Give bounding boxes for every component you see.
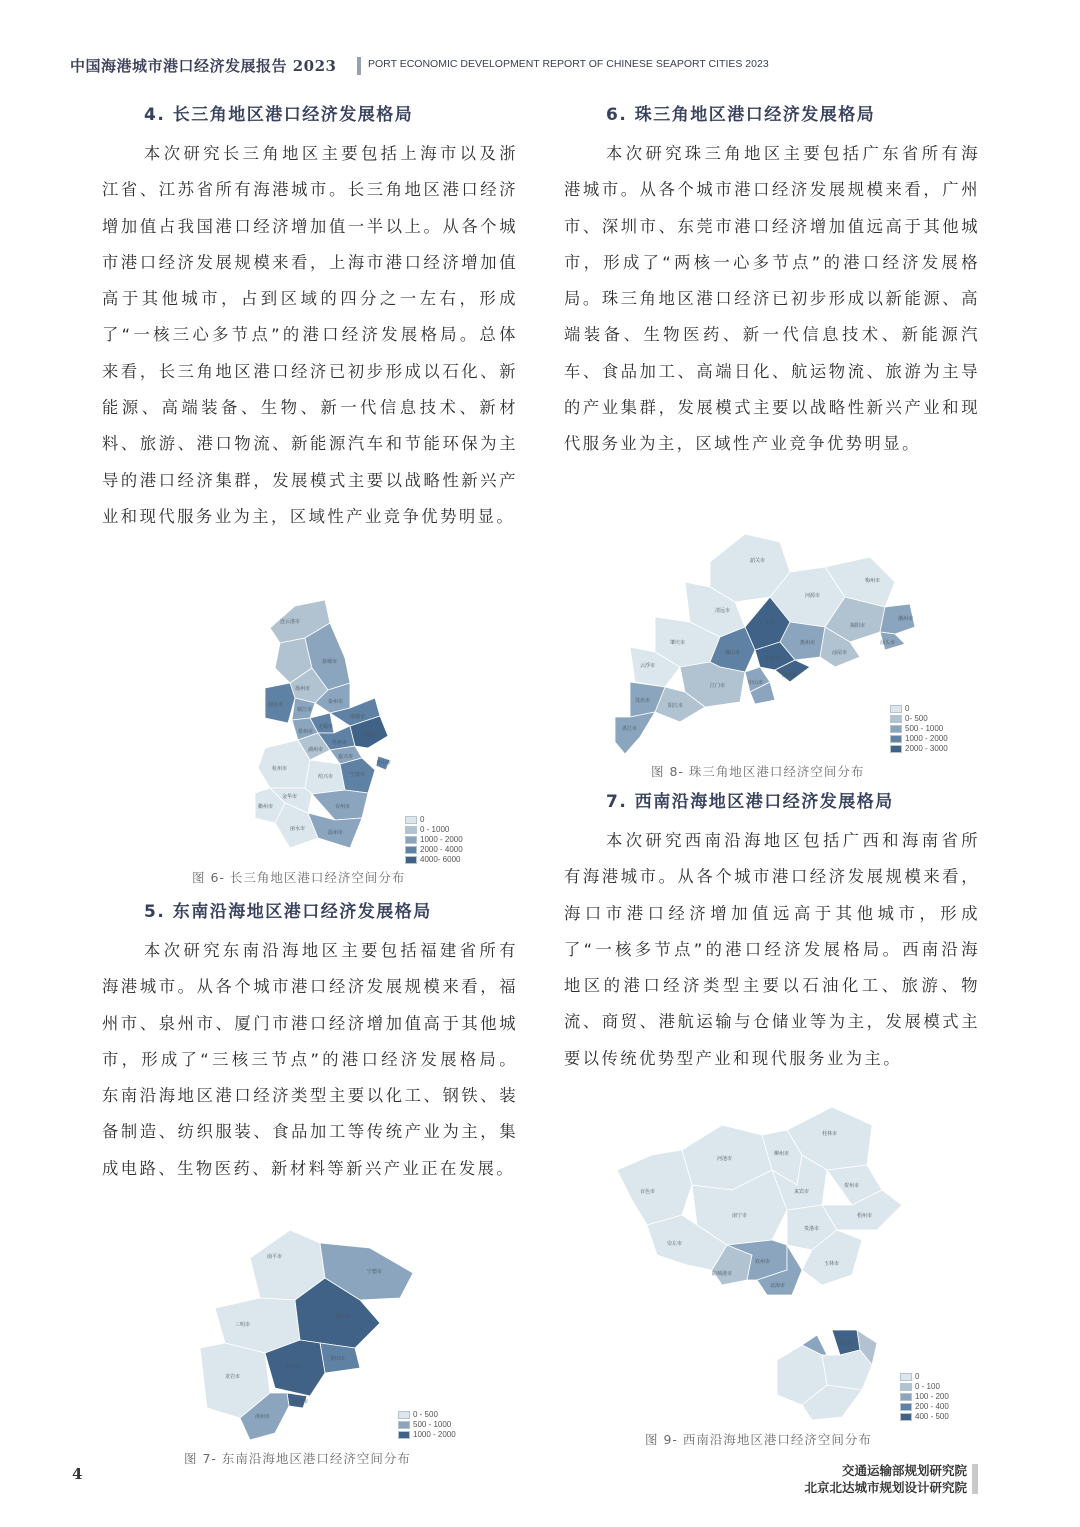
legend-label: 2000 - 4000: [420, 845, 463, 854]
map-label: 百色市: [640, 1189, 656, 1195]
map-label: 金华市: [282, 794, 298, 800]
footer-org-1: 交通运输部规划研究院: [841, 1463, 967, 1478]
section-7-heading: 7. 西南沿海地区港口经济发展格局: [606, 792, 894, 812]
legend-label: 400 - 500: [915, 1412, 949, 1421]
legend-label: 100 - 200: [915, 1392, 949, 1401]
map-label: 南宁市: [732, 1213, 748, 1219]
map-label: 东莞市: [765, 656, 781, 662]
map-label: 丽水市: [290, 826, 306, 832]
footer-divider: [972, 1464, 978, 1494]
caption-fig9: 图 9- 西南沿海地区港口经济空间分布: [645, 1432, 872, 1447]
map-label: 上海市: [360, 732, 376, 738]
map-label: 深圳市: [782, 673, 798, 679]
map-label: 汕尾市: [832, 650, 848, 656]
map-label: 湖州市: [308, 747, 324, 753]
legend-fig7: [398, 1410, 456, 1440]
map-label: 扬州市: [295, 686, 311, 692]
legend-swatch: [900, 1403, 912, 1411]
legend-swatch: [398, 1411, 410, 1419]
legend-label: 2000 - 3000: [905, 744, 948, 753]
map-label: 镇江市: [297, 707, 313, 713]
legend-label: 500 - 1000: [905, 724, 944, 733]
map-label: 防城港市: [712, 1271, 733, 1277]
map-label: 贺州市: [844, 1183, 860, 1189]
section-4: [102, 100, 518, 535]
map-label: 中山市: [748, 680, 764, 686]
legend-swatch: [405, 856, 417, 864]
region-zhanjiang: [615, 712, 655, 754]
legend-swatch: [405, 826, 417, 834]
legend-swatch: [900, 1413, 912, 1421]
section-4-body: 本次研究长三角地区主要包括上海市以及浙江省、江苏省所有海港城市。长三角地区港口经济增加值占我国港口经济增加值一半以上。从各个城市港口经济发展规模来看，上海市港口经济增加值高于其他城市，占到区域的四分之一左右，形成了“一核三心多节点”的港口经济发展格局。总体来看，长三角地区港口经济已初步形成以石化、新能源、高端装备、生物、新一代信息技术、新材料、旅游、港口物流、新能源汽车和节能环保为主导的港口经济集群，发展模式主要以战略性新兴产业和现代服务业为主，区域性产业竞争优势明显。: [102, 144, 518, 526]
map-label: 惠州市: [800, 640, 816, 646]
section-5: [102, 897, 518, 1187]
map-label: 龙岩市: [225, 1374, 241, 1380]
map-label: 北海市: [770, 1283, 786, 1289]
map-label: 泰州市: [328, 699, 344, 705]
header-title-cn: 中国海港城市港口经济发展报告 2023: [70, 57, 337, 75]
map-label: 衢州市: [258, 804, 274, 810]
map-label: 潮州市: [898, 616, 914, 622]
map-label: 嘉兴市: [338, 754, 354, 760]
map-southeast-coast: [195, 1228, 420, 1443]
legend-swatch: [900, 1373, 912, 1381]
section-6: [564, 100, 980, 463]
map-label: 杭州市: [272, 766, 288, 772]
section-6-body: 本次研究珠三角地区主要包括广东省所有海港城市。从各个城市港口经济发展规模来看，广州市、深圳市、东莞市港口经济增加值远高于其他城市，形成了“两核一心多节点”的港口经济发展格局。珠三角地区港口经济已初步形成以新能源、高端装备、生物医药、新一代信息技术、新能源汽车、食品加工、高端日化、航运物流、旅游为主导的产业集群，发展模式主要以战略性新兴产业和现代服务业为主，区域性产业竞争优势明显。: [564, 144, 980, 454]
map-label: 广州市: [760, 620, 776, 626]
map-label: 河源市: [805, 593, 821, 599]
legend-swatch: [398, 1431, 410, 1439]
legend-swatch: [890, 715, 902, 723]
map-label: 宁德市: [367, 1269, 383, 1275]
legend-label: 1000 - 2000: [413, 1430, 456, 1439]
legend-fig6: [405, 815, 463, 865]
header-title-en: PORT ECONOMIC DEVELOPMENT REPORT OF CHINESE SEAPORT CITIES 2023: [368, 58, 769, 70]
map-label: 玉林市: [824, 1261, 840, 1267]
map-label: 绍兴市: [318, 774, 334, 780]
map-label: 肇庆市: [670, 640, 686, 646]
map-label: 舟山市: [376, 760, 392, 766]
map-label: 温州市: [328, 830, 344, 836]
caption-fig6: 图 6- 长三角地区港口经济空间分布: [192, 870, 406, 885]
legend-label: 1000 - 2000: [420, 835, 463, 844]
region-baise: [617, 1150, 692, 1225]
legend-label: 0- 500: [905, 714, 928, 723]
legend-fig9: [900, 1372, 949, 1422]
section-6-heading: 6. 珠三角地区港口经济发展格局: [606, 105, 876, 125]
map-label: 桂林市: [822, 1131, 838, 1137]
map-label: 福州市: [335, 1314, 351, 1320]
map-label: 揭阳市: [850, 623, 866, 629]
footer-orgs: [804, 1462, 967, 1496]
map-label: 韶关市: [750, 558, 766, 564]
legend-swatch: [890, 725, 902, 733]
map-label: 泉州市: [285, 1364, 301, 1370]
legend-label: 500 - 1000: [413, 1420, 452, 1429]
map-label: 汕头市: [880, 640, 896, 646]
map-label: 梅州市: [865, 578, 881, 584]
legend-label: 0 - 500: [413, 1410, 438, 1419]
map-southwest-coast: [612, 1105, 912, 1425]
section-7-body: 本次研究西南沿海地区包括广西和海南省所有海港城市。从各个城市港口经济发展规模来看，海口市港口经济增加值远高于其他城市，形成了“一核多节点”的港口经济发展格局。西南沿海地区的港口经济类型主要以石油化工、旅游、物流、商贸、港航运输与仓储业等为主，发展模式主要以传统优势型产业和现代服务业为主。: [564, 831, 980, 1068]
map-label: 三明市: [235, 1322, 251, 1328]
map-pearl-delta: [610, 532, 930, 757]
page-number: 4: [72, 1465, 83, 1483]
legend-swatch: [398, 1421, 410, 1429]
legend-label: 0: [905, 704, 910, 713]
legend-label: 0 - 1000: [420, 825, 450, 834]
legend-label: 1000 - 2000: [905, 734, 948, 743]
map-label: 南平市: [267, 1254, 283, 1260]
section-5-heading: 5. 东南沿海地区港口经济发展格局: [144, 902, 432, 922]
legend-swatch: [405, 846, 417, 854]
map-label: 茂名市: [635, 698, 651, 704]
map-label: 宁波市: [350, 772, 366, 778]
map-label: 连云港市: [280, 619, 301, 625]
map-label: 南京市: [268, 702, 284, 708]
map-label: 江门市: [710, 683, 726, 689]
region-hainan-central: [822, 1350, 872, 1390]
map-label: 莆田市: [330, 1356, 346, 1362]
header-divider: [357, 57, 361, 75]
legend-label: 0: [420, 815, 425, 824]
map-label: 漳州市: [255, 1414, 271, 1420]
map-label: 崇左市: [667, 1241, 683, 1247]
region-hangzhou: [258, 740, 310, 788]
legend-label: 0: [915, 1372, 920, 1381]
map-label: 柳州市: [774, 1151, 790, 1157]
caption-fig7: 图 7- 东南沿海地区港口经济空间分布: [184, 1451, 411, 1466]
map-label: 河池市: [717, 1156, 733, 1162]
legend-swatch: [890, 745, 902, 753]
section-7: [564, 787, 980, 1077]
map-label: 阳江市: [668, 703, 684, 709]
map-label: 清远市: [715, 608, 731, 614]
legend-swatch: [405, 816, 417, 824]
caption-fig8: 图 8- 珠三角地区港口经济空间分布: [651, 764, 865, 779]
legend-label: 0 - 100: [915, 1382, 940, 1391]
map-label: 梧州市: [857, 1213, 873, 1219]
map-label: 常州市: [298, 729, 314, 735]
map-label: 南通市: [350, 714, 366, 720]
legend-swatch: [890, 735, 902, 743]
map-label: 海口市: [838, 1341, 854, 1347]
legend-fig8: [890, 704, 948, 754]
map-label: 盐城市: [322, 659, 338, 665]
map-label: 台州市: [335, 804, 351, 810]
legend-swatch: [900, 1383, 912, 1391]
map-label: 钦州市: [755, 1259, 771, 1265]
map-label: 贵港市: [804, 1226, 820, 1232]
page-header: [70, 55, 1010, 79]
map-label: 厦门市: [293, 1399, 309, 1405]
map-label: 云浮市: [640, 663, 656, 669]
section-5-body: 本次研究东南沿海地区主要包括福建省所有海港城市。从各个城市港口经济发展规模来看，福州市、泉州市、厦门市港口经济增加值高于其他城市，形成了“三核三节点”的港口经济发展格局。东南沿海地区港口经济类型主要以化工、钢铁、装备制造、纺织服装、食品加工等传统产业为主，集成电路、生物医药、新材料等新兴产业正在发展。: [102, 941, 518, 1178]
map-label: 苏州市: [332, 740, 348, 746]
map-label: 佛山市: [725, 650, 741, 656]
map-label: 无锡市: [318, 724, 334, 730]
legend-label: 200 - 400: [915, 1402, 949, 1411]
map-label: 来宾市: [794, 1189, 810, 1195]
section-4-heading: 4. 长三角地区港口经济发展格局: [144, 105, 414, 125]
legend-swatch: [405, 836, 417, 844]
map-label: 湛江市: [622, 726, 638, 732]
legend-swatch: [890, 705, 902, 713]
legend-swatch: [900, 1393, 912, 1401]
footer-org-2: 北京北达城市规划设计研究院: [804, 1480, 967, 1495]
legend-label: 4000- 6000: [420, 855, 461, 864]
